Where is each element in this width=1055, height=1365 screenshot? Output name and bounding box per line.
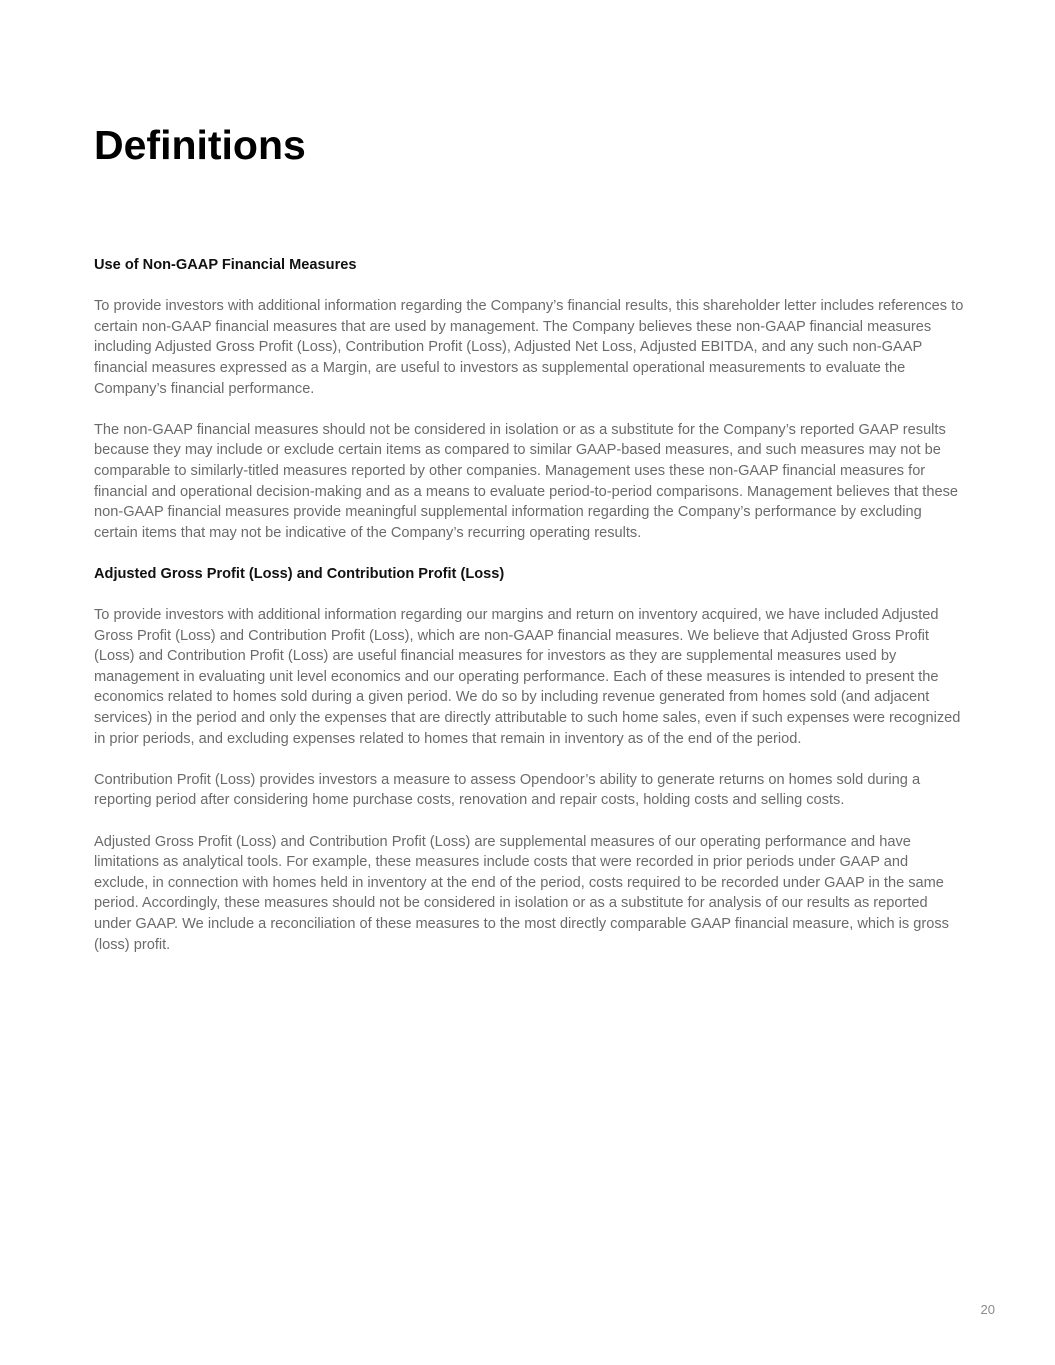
paragraph: To provide investors with additional information regarding the Company’s financial results, this shareholder letter includes references to certain non-GAAP financial measures that are used by management. The Company believes these non-GAAP financial measures including Adjusted Gross Profit (Loss), Contribution Profit (Loss), Adjusted Net Loss, Adjusted EBITDA, and any such non-GAAP financial measures expressed as a Margin, are useful to investors as supplemental operational measurements to evaluate the Company’s financial performance. [94,298,964,397]
page-number: 20 [980,1302,995,1317]
section-heading: Use of Non-GAAP Financial Measures [94,257,357,273]
page-content [94,255,966,955]
section-non-gaap [94,255,966,564]
paragraph: Contribution Profit (Loss) provides investors a measure to assess Opendoor’s ability to generate returns on homes sold during a reporting period after considering home purchase costs, renovation and repair costs, holding costs and selling costs. [94,771,921,809]
paragraph: The non-GAAP financial measures should not be considered in isolation or as a substitute for the Company’s reported GAAP results because they may include or exclude certain items as compared to similar GAAP-based measures, and such measures may not be comparable to similarly-titled measures reported by other companies. Management uses these non-GAAP financial measures for financial and operational decision-making and as a means to evaluate period-to-period comparisons. Management believes that these non-GAAP financial measures provide meaningful supplemental information regarding the Company’s performance by excluding certain items that may not be indicative of the Company’s recurring operating results. [94,421,958,541]
section-adjusted-gross-profit [94,564,966,955]
section-heading: Adjusted Gross Profit (Loss) and Contribution Profit (Loss) [94,565,505,582]
paragraph: Adjusted Gross Profit (Loss) and Contribution Profit (Loss) are supplemental measures of our operating performance and have limitations as analytical tools. For example, these measures include costs that were recorded in prior periods under GAAP and exclude, in connection with homes held in inventory at the end of the period, costs required to be recorded under GAAP in the same period. Accordingly, these measures should not be considered in isolation or as a substitute for analysis of our results as reported under GAAP. We include a reconciliation of these measures to the most directly comparable GAAP financial measure, which is gross (loss) profit. [94,833,949,953]
paragraph: To provide investors with additional information regarding our margins and return on inventory acquired, we have included Adjusted Gross Profit (Loss) and Contribution Profit (Loss), which are non-GAAP financial measures. We believe that Adjusted Gross Profit (Loss) and Contribution Profit (Loss) are useful financial measures for investors as they are supplemental measures used by management in evaluating unit level economics and our operating performance. Each of these measures is intended to present the economics related to homes sold during a given period. We do so by including revenue generated from homes sold (and adjacent services) in the period and only the expenses that are directly attributable to such home sales, even if such expenses were recognized in prior periods, and excluding expenses related to homes that remain in inventory as of the end of the period. [94,607,961,747]
page-title: Definitions [94,122,306,168]
